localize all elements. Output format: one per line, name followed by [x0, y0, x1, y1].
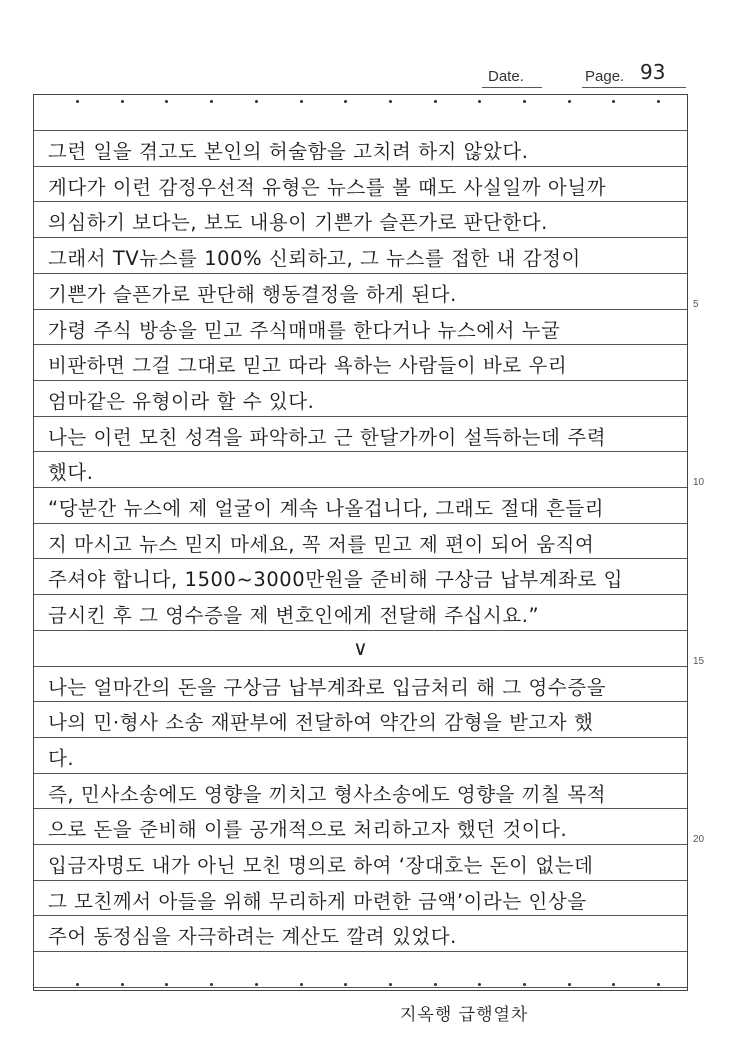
ruled-line [34, 987, 687, 988]
ruled-line [34, 273, 687, 274]
handwritten-line: 주셔야 합니다, 1500~3000만원을 준비해 구상금 납부계좌로 입 [48, 568, 624, 592]
margin-dot [568, 100, 571, 103]
margin-dot [300, 983, 303, 986]
ruled-line [34, 880, 687, 881]
margin-dot [389, 100, 392, 103]
ruled-line [34, 309, 687, 310]
page-underline [582, 87, 686, 88]
margin-dot [165, 983, 168, 986]
handwritten-line: 게다가 이런 감정우선적 유형은 뉴스를 볼 때도 사실일까 아닐까 [48, 175, 607, 199]
handwritten-line: “당분간 뉴스에 제 얼굴이 계속 나올겁니다, 그래도 절대 흔들리 [48, 497, 605, 520]
ruled-line [34, 166, 687, 167]
margin-dot [389, 983, 392, 986]
margin-dot [523, 100, 526, 103]
date-label: Date. [488, 68, 524, 85]
margin-dot [478, 100, 481, 103]
ruled-sheet [33, 94, 688, 991]
ruled-line [34, 666, 687, 667]
ruled-line [34, 558, 687, 559]
margin-dot [657, 100, 660, 103]
margin-dot [255, 100, 258, 103]
margin-dot [121, 100, 124, 103]
handwritten-line: 입금자명도 내가 아닌 모친 명의로 하여 ‘장대호는 돈이 없는데 [48, 854, 594, 877]
ruled-line [34, 344, 687, 345]
handwritten-line: 주어 동정심을 자극하려는 계산도 깔려 있었다. [48, 925, 457, 949]
ruled-line [34, 487, 687, 488]
ruled-line [34, 737, 687, 738]
margin-dot [121, 983, 124, 986]
margin-line-number: 5 [693, 298, 699, 310]
margin-dot [434, 100, 437, 103]
margin-dot [344, 983, 347, 986]
handwritten-line: 지 마시고 뉴스 믿지 마세요, 꼭 저를 믿고 제 편이 되어 움직여 [48, 532, 595, 556]
handwritten-line: 기쁜가 슬픈가로 판단해 행동결정을 하게 된다. [48, 282, 457, 306]
margin-dot [344, 100, 347, 103]
ruled-line [34, 451, 687, 452]
margin-dot [300, 100, 303, 103]
handwritten-line: 그래서 TV뉴스를 100% 신뢰하고, 그 뉴스를 접한 내 감정이 [48, 247, 581, 271]
ruled-line [34, 701, 687, 702]
margin-line-number: 15 [693, 655, 705, 667]
handwritten-line: 으로 돈을 준비해 이를 공개적으로 처리하고자 했던 것이다. [48, 818, 568, 842]
page-number: 93 [640, 60, 666, 84]
margin-dot [657, 983, 660, 986]
margin-dot [612, 983, 615, 986]
handwritten-line: 금시킨 후 그 영수증을 제 변호인에게 전달해 주십시요.” [48, 604, 540, 628]
handwritten-line: 했다. [48, 461, 94, 485]
ruled-line [34, 951, 687, 952]
handwritten-line: 비판하면 그걸 그대로 믿고 따라 욕하는 사람들이 바로 우리 [48, 354, 568, 378]
handwritten-line: 나는 이런 모친 성격을 파악하고 근 한달가까이 설득하는데 주력 [48, 425, 607, 449]
margin-dot [568, 983, 571, 986]
ruled-line [34, 844, 687, 845]
page-label: Page. [585, 68, 625, 85]
handwritten-line: 그 모친께서 아들을 위해 무리하게 마련한 금액’이라는 인상을 [48, 889, 587, 913]
date-underline [482, 87, 542, 88]
handwritten-line: 나의 민·형사 소송 재판부에 전달하여 약간의 감형을 받고자 했 [48, 711, 594, 735]
margin-dot [210, 100, 213, 103]
margin-dot [76, 100, 79, 103]
ruled-line [34, 416, 687, 417]
margin-dot [612, 100, 615, 103]
handwritten-line: 즉, 민사소송에도 영향을 끼치고 형사소송에도 영향을 끼칠 목적 [48, 782, 607, 806]
margin-dot [76, 983, 79, 986]
handwritten-line: 가령 주식 방송을 믿고 주식매매를 한다거나 뉴스에서 누굴 [48, 318, 561, 342]
ruled-line [34, 380, 687, 381]
handwritten-line: 나는 얼마간의 돈을 구상금 납부계좌로 입금처리 해 그 영수증을 [48, 675, 607, 699]
margin-dot [210, 983, 213, 986]
top-dot-row [34, 97, 687, 107]
ruled-line [34, 594, 687, 595]
margin-dot [434, 983, 437, 986]
ruled-line [34, 630, 687, 631]
handwritten-line: 그런 일을 겪고도 본인의 허술함을 고치려 하지 않았다. [48, 140, 529, 163]
book-title-signature: 지옥행 급행열차 [400, 1005, 529, 1025]
insertion-mark: ∨ [353, 635, 368, 660]
ruled-line [34, 915, 687, 916]
margin-line-number: 20 [693, 834, 705, 846]
ruled-line [34, 773, 687, 774]
margin-dot [478, 983, 481, 986]
page-header [0, 60, 740, 90]
handwritten-line: 다. [48, 746, 75, 770]
margin-dot [255, 983, 258, 986]
ruled-line [34, 130, 687, 131]
margin-dot [523, 983, 526, 986]
ruled-line [34, 808, 687, 809]
margin-dot [165, 100, 168, 103]
ruled-line [34, 523, 687, 524]
handwritten-line: 엄마같은 유형이라 할 수 있다. [48, 389, 315, 413]
ruled-line [34, 201, 687, 202]
margin-line-number: 10 [693, 477, 705, 489]
ruled-line [34, 237, 687, 238]
handwritten-line: 의심하기 보다는, 보도 내용이 기쁜가 슬픈가로 판단한다. [48, 211, 548, 235]
bottom-dot-row [34, 980, 687, 990]
